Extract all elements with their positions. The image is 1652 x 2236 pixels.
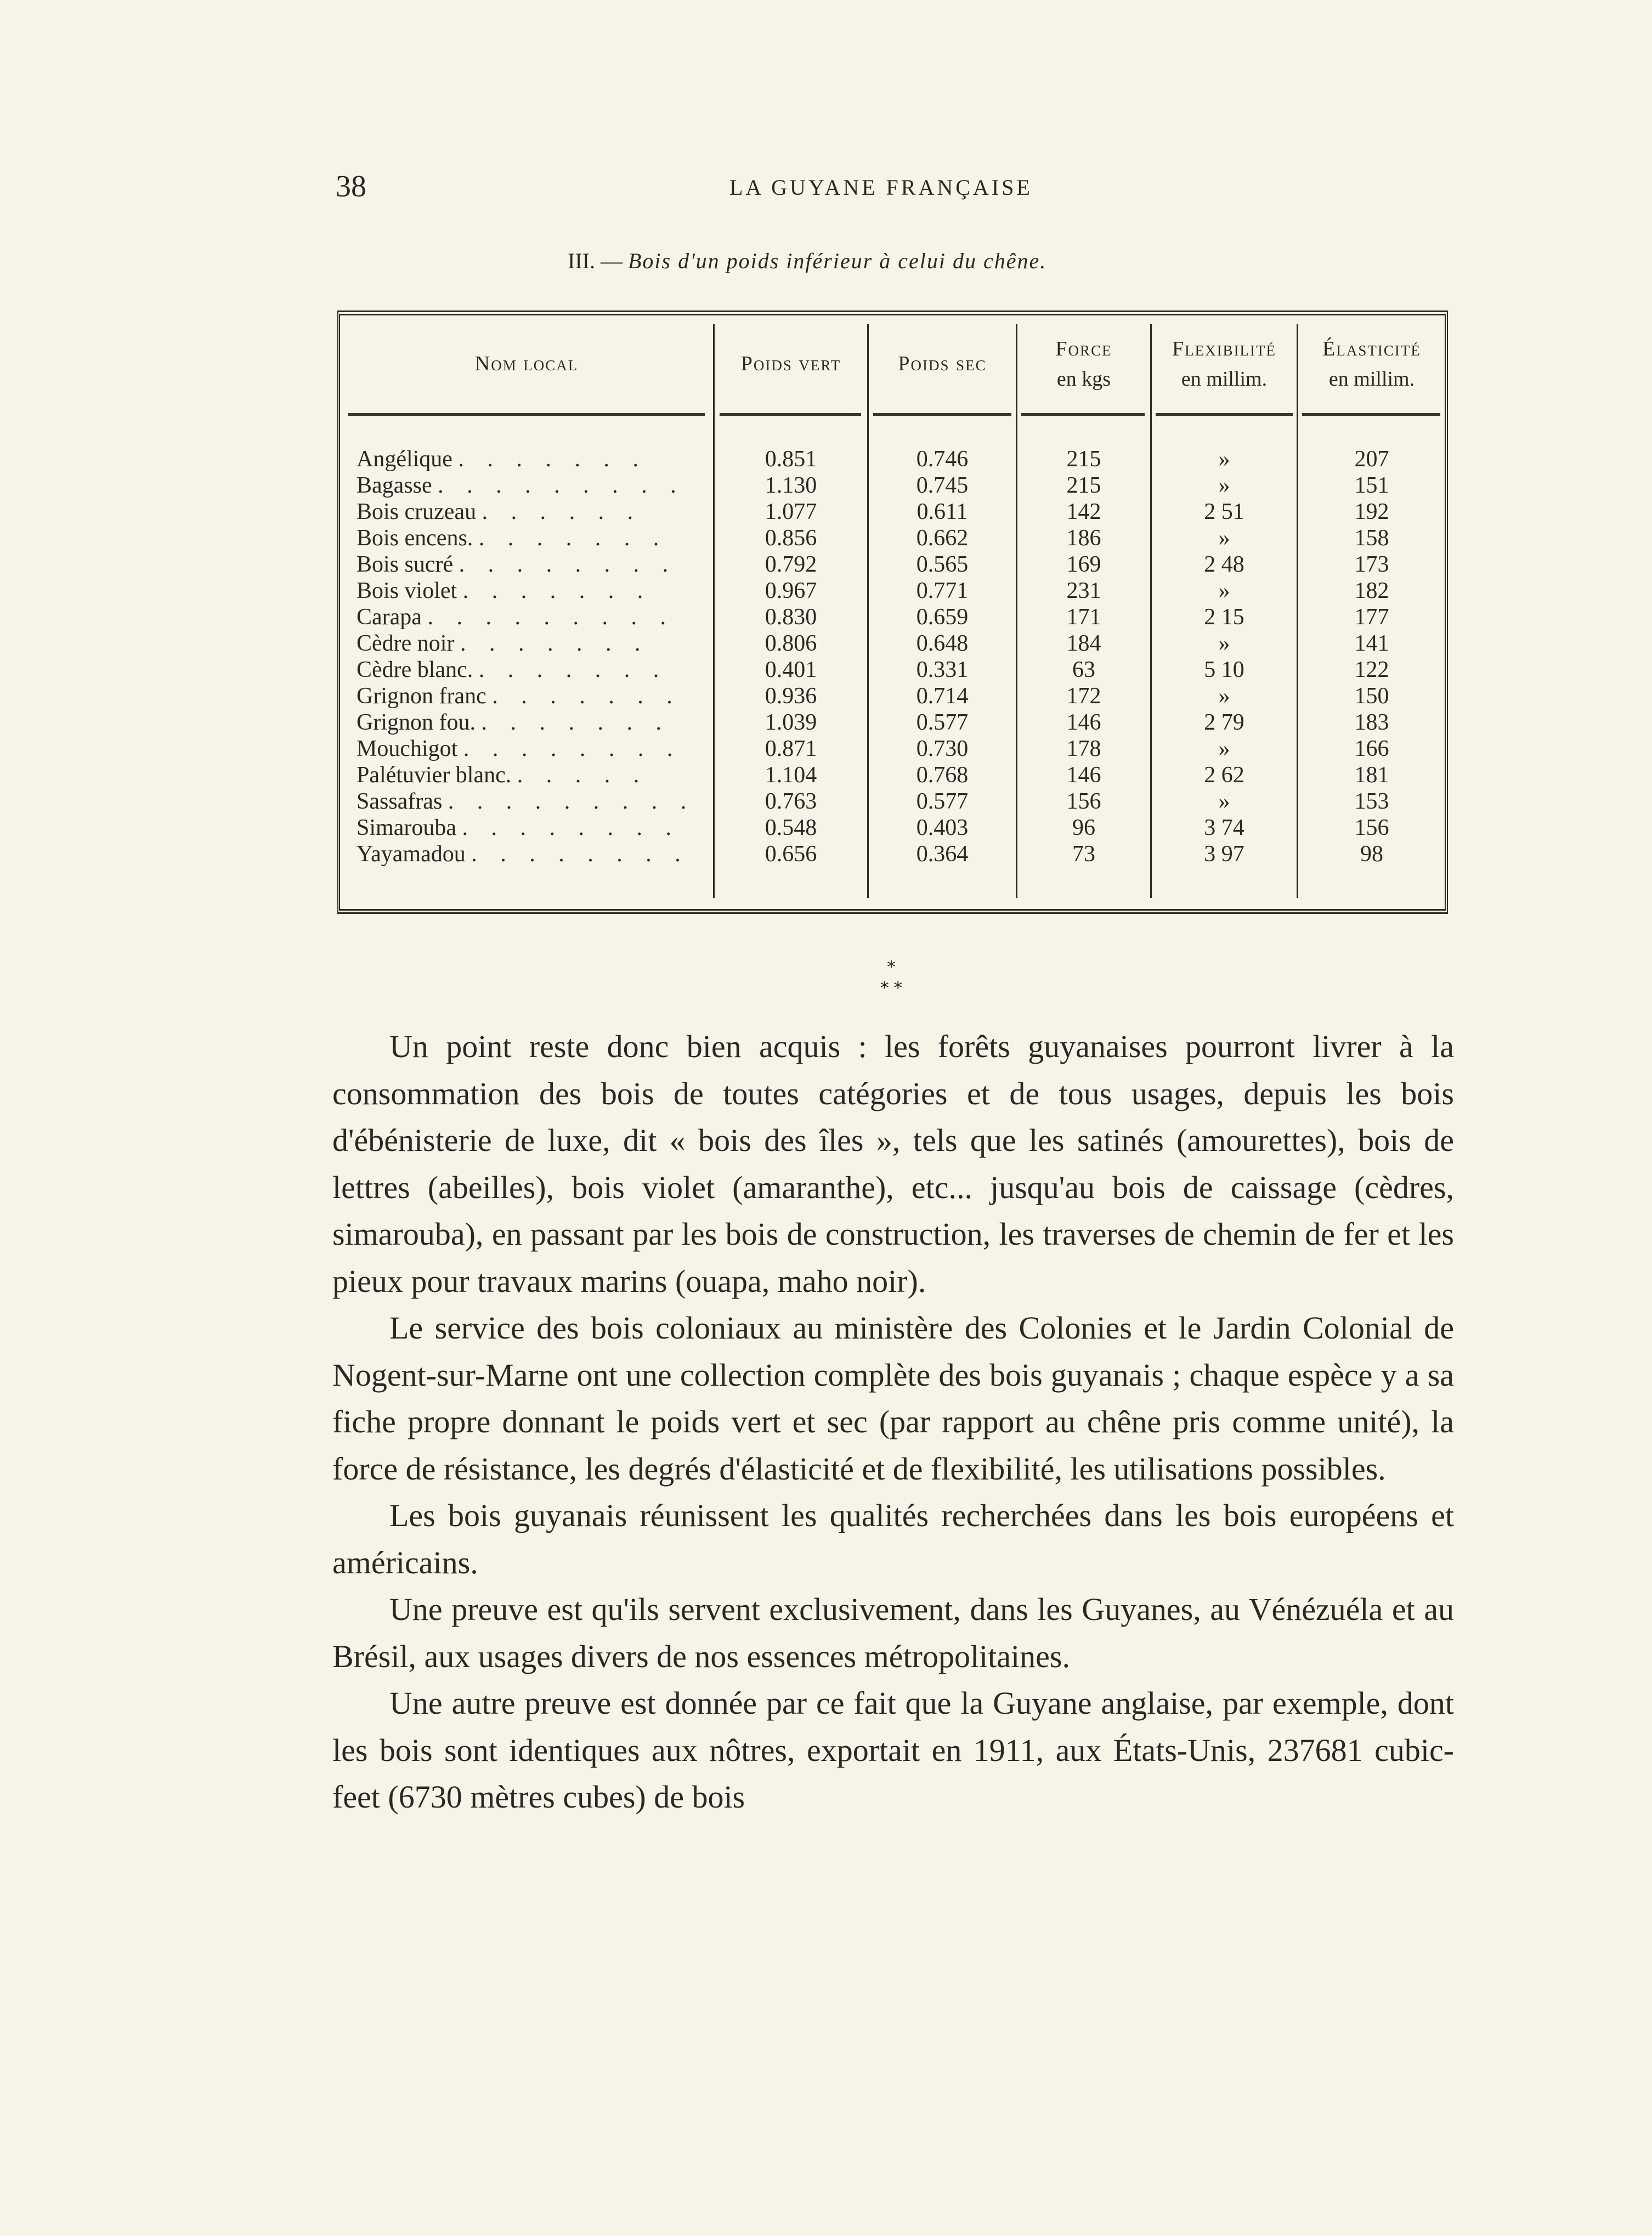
leader-dots: . . . . . . . [460, 631, 649, 656]
cell-poids-vert: 1.077 [765, 499, 817, 524]
cell-flexibilite: 2 79 [1204, 710, 1244, 735]
wood-name [357, 683, 713, 709]
wood-name-text: Palétuvier blanc. [357, 763, 512, 788]
table-row [340, 657, 1445, 683]
wood-name [357, 604, 713, 630]
cell-elasticite: 173 [1354, 552, 1389, 577]
page-number: 38 [336, 170, 366, 204]
cell-elasticite: 141 [1354, 631, 1389, 656]
cell-elasticite: 122 [1354, 657, 1389, 682]
cell-poids-vert: 1.104 [765, 763, 817, 788]
paragraph: Une preuve est qu'ils servent exclusivement, dans les Guyanes, au Vénézuéla et au Brésil, aux usages divers de nos essences métropolitaines. [332, 1591, 1454, 1674]
table-row [340, 788, 1445, 815]
cell-force: 231 [1066, 578, 1101, 603]
cell-elasticite: 166 [1354, 736, 1389, 761]
header-unit: en kgs [1056, 368, 1111, 391]
cell-elasticite: 182 [1354, 578, 1389, 603]
cell-poids-sec: 0.648 [916, 631, 969, 656]
cell-flexibilite: 2 62 [1204, 763, 1244, 788]
cell-poids-sec: 0.746 [916, 447, 969, 472]
paragraph: Une autre preuve est donnée par ce fait que la Guyane anglaise, par exemple, dont les bois sont identiques aux nôtres, exportait en 1911, aux États-Unis, 237681 cubic-feet (6730 mètres cubes) de bois [332, 1685, 1454, 1815]
table-row [340, 551, 1445, 578]
cell-elasticite: 192 [1354, 499, 1389, 524]
leader-dots: . . . . . . . . [462, 815, 680, 840]
leader-dots: . . . . . [517, 763, 648, 788]
cell-flexibilite: 2 15 [1204, 605, 1244, 630]
wood-name [357, 446, 713, 472]
wood-name-text: Bois violet [357, 578, 457, 603]
cell-flexibilite: 2 48 [1204, 552, 1244, 577]
header-label: Poids sec [898, 352, 987, 376]
table-row [340, 525, 1445, 551]
leader-dots: . . . . . . . . [471, 842, 689, 867]
cell-flexibilite: » [1218, 473, 1230, 498]
paragraph: Le service des bois coloniaux au ministère des Colonies et le Jardin Colonial de Nogent-sur-Marne ont une collection complète des bois guyanais ; chaque espèce y a sa fiche propre donnant le poids vert et sec (par rapport au chêne pris comme unité), la force de résistance, les degrés d'élasticité et de flexibilité, les utilisations possibles. [332, 1310, 1454, 1487]
cell-force: 156 [1066, 789, 1101, 814]
wood-name [357, 841, 713, 867]
leader-dots: . . . . . . . [492, 684, 681, 709]
cell-flexibilite: 5 10 [1204, 657, 1244, 682]
cell-flexibilite: » [1218, 631, 1230, 656]
cell-elasticite: 181 [1354, 763, 1389, 788]
wood-name-text: Grignon franc [357, 684, 486, 709]
table-row [340, 683, 1445, 709]
cell-poids-vert: 0.830 [765, 605, 817, 630]
table-row [340, 472, 1445, 499]
wood-name-text: Simarouba [357, 815, 456, 840]
table-row [340, 841, 1445, 867]
table-caption [568, 248, 1046, 274]
cell-force: 186 [1066, 526, 1101, 551]
cell-force: 73 [1072, 842, 1095, 867]
header-rule [1021, 413, 1145, 416]
cell-poids-sec: 0.364 [916, 842, 969, 867]
wood-name [357, 788, 713, 815]
table-row [340, 815, 1445, 841]
paragraph: Un point reste donc bien acquis : les forêts guyanaises pourront livrer à la consommation des bois de toutes catégories et de tous usages, depuis les bois d'ébénisterie de luxe, dit « bois des îles », tels que les satinés (amourettes), bois de lettres (abeilles), bois violet (amaranthe), etc... jusqu'au bois de caissage (cèdres, simarouba), en passant par les bois de construction, les traverses de chemin de fer et les pieux pour travaux marins (ouapa, maho noir). [332, 1029, 1454, 1299]
header-label: Poids vert [740, 352, 841, 376]
cell-flexibilite: » [1218, 684, 1230, 709]
section-ornament [869, 957, 913, 999]
cell-poids-vert: 0.871 [765, 736, 817, 761]
running-head: LA GUYANE FRANÇAISE [729, 175, 1033, 200]
wood-properties-table [337, 310, 1448, 914]
cell-elasticite: 156 [1354, 815, 1389, 840]
body-text [332, 1023, 1454, 1821]
leader-dots: . . . . . . . [458, 447, 647, 472]
header-label: Élasticité [1322, 337, 1421, 360]
header-rule [348, 413, 705, 416]
table-row [340, 578, 1445, 604]
cell-poids-vert: 0.851 [765, 447, 817, 472]
cell-poids-vert: 0.792 [765, 552, 817, 577]
asterism-bottom: * * [880, 979, 902, 998]
wood-name [357, 736, 713, 762]
leader-dots: . . . . . . . [478, 526, 668, 551]
cell-poids-sec: 0.745 [916, 473, 969, 498]
wood-name [357, 525, 713, 551]
table-row [340, 446, 1445, 472]
table-row [340, 630, 1445, 657]
cell-poids-sec: 0.331 [916, 657, 969, 682]
wood-name-text: Bois encens. [357, 526, 473, 551]
table-row [340, 604, 1445, 630]
cell-force: 146 [1066, 763, 1101, 788]
cell-poids-sec: 0.714 [916, 684, 969, 709]
cell-poids-sec: 0.577 [916, 789, 969, 814]
cell-poids-sec: 0.662 [916, 526, 969, 551]
paragraph: Les bois guyanais réunissent les qualités recherchées dans les bois européens et américains. [332, 1498, 1454, 1580]
wood-name-text: Cèdre noir [357, 631, 455, 656]
cell-poids-vert: 0.401 [765, 657, 817, 682]
leader-dots: . . . . . . . [478, 657, 668, 682]
cell-elasticite: 150 [1354, 684, 1389, 709]
wood-name [357, 762, 713, 788]
cell-elasticite: 177 [1354, 605, 1389, 630]
cell-poids-vert: 0.936 [765, 684, 817, 709]
cell-flexibilite: » [1218, 736, 1230, 761]
cell-force: 215 [1066, 447, 1101, 472]
leader-dots: . . . . . . . [462, 578, 652, 603]
leader-dots: . . . . . . . [481, 710, 670, 735]
cell-elasticite: 183 [1354, 710, 1389, 735]
cell-flexibilite: » [1218, 526, 1230, 551]
header-label: Force [1055, 337, 1112, 360]
cell-poids-sec: 0.768 [916, 763, 969, 788]
wood-name [357, 551, 713, 578]
caption-title: Bois d'un poids inférieur à celui du chêne. [627, 249, 1047, 273]
table-row [340, 762, 1445, 788]
cell-flexibilite: » [1218, 447, 1230, 472]
leader-dots: . . . . . . . . [459, 552, 677, 577]
wood-name-text: Sassafras [357, 789, 443, 814]
cell-poids-vert: 0.806 [765, 631, 817, 656]
header-rule [720, 413, 861, 416]
cell-poids-vert: 0.856 [765, 526, 817, 551]
cell-force: 178 [1066, 736, 1101, 761]
wood-name-text: Carapa [357, 605, 422, 630]
cell-force: 172 [1066, 684, 1101, 709]
cell-flexibilite: » [1218, 789, 1230, 814]
wood-name [357, 578, 713, 604]
cell-poids-sec: 0.659 [916, 605, 969, 630]
cell-flexibilite: » [1218, 578, 1230, 603]
cell-force: 215 [1066, 473, 1101, 498]
header-elasticite [1298, 315, 1445, 413]
cell-flexibilite: 2 51 [1204, 499, 1244, 524]
cell-force: 171 [1066, 605, 1101, 630]
header-label: Nom local [474, 352, 579, 376]
cell-poids-sec: 0.611 [916, 499, 968, 524]
wood-name-text: Yayamadou [357, 842, 466, 867]
leader-dots: . . . . . . . . . [427, 605, 675, 630]
header-unit: en millim. [1181, 368, 1268, 391]
leader-dots: . . . . . . . . . [448, 789, 695, 814]
cell-poids-vert: 0.763 [765, 789, 817, 814]
leader-dots: . . . . . . [482, 499, 642, 524]
cell-force: 184 [1066, 631, 1101, 656]
cell-force: 142 [1066, 499, 1101, 524]
cell-elasticite: 207 [1354, 447, 1389, 472]
header-rule [1156, 413, 1293, 416]
cell-elasticite: 98 [1360, 842, 1383, 867]
cell-flexibilite: 3 74 [1204, 815, 1244, 840]
table-body [340, 446, 1445, 867]
cell-poids-vert: 0.967 [765, 578, 817, 603]
wood-name-text: Bois cruzeau [357, 499, 477, 524]
cell-flexibilite: 3 97 [1204, 842, 1244, 867]
header-flexibilite [1152, 315, 1297, 413]
table-row [340, 709, 1445, 736]
header-label: Flexibilité [1172, 337, 1277, 360]
leader-dots: . . . . . . . . [463, 736, 682, 761]
header-nom-local [340, 315, 713, 413]
cell-force: 169 [1066, 552, 1101, 577]
wood-name [357, 499, 713, 525]
wood-name [357, 657, 713, 683]
header-poids-vert [715, 315, 867, 413]
wood-name-text: Bagasse [357, 473, 432, 498]
wood-name [357, 815, 713, 841]
wood-name-text: Grignon fou. [357, 710, 476, 735]
cell-poids-vert: 0.656 [765, 842, 817, 867]
table-row [340, 736, 1445, 762]
wood-name-text: Bois sucré [357, 552, 454, 577]
table-row [340, 499, 1445, 525]
wood-name [357, 630, 713, 657]
cell-poids-vert: 1.039 [765, 710, 817, 735]
cell-elasticite: 151 [1354, 473, 1389, 498]
cell-poids-sec: 0.771 [916, 578, 969, 603]
header-rule [873, 413, 1011, 416]
cell-force: 63 [1072, 657, 1095, 682]
cell-poids-sec: 0.730 [916, 736, 969, 761]
cell-elasticite: 153 [1354, 789, 1389, 814]
cell-poids-vert: 1.130 [765, 473, 817, 498]
caption-numeral: III. — [568, 249, 623, 273]
asterism-top: * [887, 958, 896, 977]
wood-name-text: Angélique [357, 447, 452, 472]
wood-name [357, 709, 713, 736]
cell-elasticite: 158 [1354, 526, 1389, 551]
wood-name-text: Mouchigot [357, 736, 458, 761]
cell-poids-sec: 0.577 [916, 710, 969, 735]
leader-dots: . . . . . . . . . [438, 473, 685, 498]
header-rule [1302, 413, 1440, 416]
header-unit: en millim. [1328, 368, 1415, 391]
cell-poids-sec: 0.565 [916, 552, 969, 577]
header-force [1017, 315, 1150, 413]
wood-name-text: Cèdre blanc. [357, 657, 473, 682]
cell-force: 96 [1072, 815, 1095, 840]
cell-force: 146 [1066, 710, 1101, 735]
header-poids-sec [869, 315, 1016, 413]
wood-name [357, 472, 713, 499]
cell-poids-vert: 0.548 [765, 815, 817, 840]
cell-poids-sec: 0.403 [916, 815, 969, 840]
